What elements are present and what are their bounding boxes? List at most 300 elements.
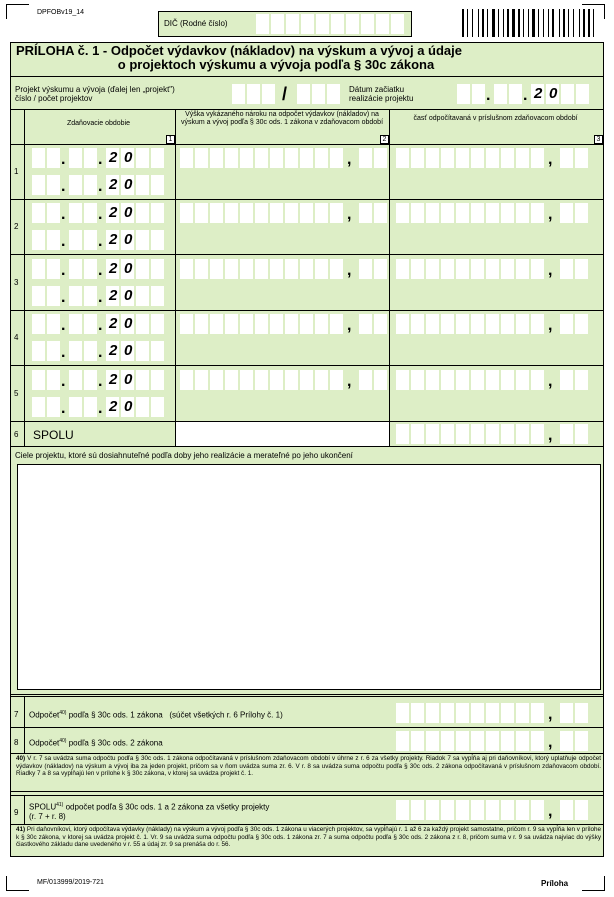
project-number-box[interactable] — [262, 84, 275, 104]
deducted-amount-digit-box[interactable] — [501, 203, 514, 223]
claim-amount-decimal-box[interactable] — [359, 203, 372, 223]
claim-amount-decimal-box[interactable] — [359, 148, 372, 168]
deducted-amount-digit-box[interactable] — [471, 314, 484, 334]
period-to-box[interactable] — [151, 286, 164, 306]
row9-amount-digit-box[interactable] — [396, 800, 409, 820]
row9-amount-digit-box[interactable] — [456, 800, 469, 820]
page-title — [16, 44, 576, 72]
row8-amount-digit-box[interactable] — [411, 731, 424, 751]
period-from-box[interactable] — [84, 314, 97, 334]
barcode-bar — [492, 9, 495, 37]
period-from-box[interactable] — [69, 370, 82, 390]
claim-amount-digit-box[interactable] — [300, 259, 313, 279]
claim-amount-digit-box[interactable] — [315, 314, 328, 334]
project-number-box[interactable] — [247, 84, 260, 104]
claim-amount-digit-box[interactable] — [255, 203, 268, 223]
deducted-amount-digit-box[interactable] — [486, 259, 499, 279]
deducted-amount-digit-box[interactable] — [426, 314, 439, 334]
project-count-box[interactable] — [297, 84, 310, 104]
row7-amount-digit-box[interactable] — [456, 703, 469, 723]
period-to-box[interactable] — [47, 286, 60, 306]
barcode-bar — [518, 9, 520, 37]
period-to-dot: . — [98, 178, 103, 195]
barcode-bar — [467, 9, 468, 37]
claim-amount-digit-box[interactable] — [210, 370, 223, 390]
deducted-amount-digit-box[interactable] — [396, 259, 409, 279]
row6-amount-digit-box[interactable] — [441, 424, 454, 444]
dic-digit-box[interactable] — [316, 14, 329, 34]
claim-amount-digit-box[interactable] — [195, 370, 208, 390]
claim-amount-decimal-box[interactable] — [374, 370, 387, 390]
project-date-box[interactable] — [472, 84, 485, 104]
claim-amount-digit-box[interactable] — [285, 259, 298, 279]
period-to-box[interactable] — [84, 397, 97, 417]
deducted-amount-decimal-box[interactable] — [575, 314, 588, 334]
row7-amount-digit-box[interactable] — [441, 703, 454, 723]
claim-amount-digit-box[interactable] — [285, 148, 298, 168]
deducted-amount-digit-box[interactable] — [501, 314, 514, 334]
claim-amount-digit-box[interactable] — [270, 314, 283, 334]
deducted-amount-digit-box[interactable] — [426, 148, 439, 168]
claim-amount-digit-box[interactable] — [270, 148, 283, 168]
claim-amount-digit-box[interactable] — [240, 370, 253, 390]
claim-amount-digit-box[interactable] — [180, 314, 193, 334]
project-count-box[interactable] — [327, 84, 340, 104]
claim-amount-digit-box[interactable] — [270, 203, 283, 223]
period-from-box[interactable] — [136, 203, 149, 223]
period-from-box[interactable] — [136, 148, 149, 168]
claim-amount-digit-box[interactable] — [330, 259, 343, 279]
claim-amount-digit-box[interactable] — [240, 148, 253, 168]
deducted-amount-digit-box[interactable] — [531, 148, 544, 168]
form-code: DPFOBv19_14 — [37, 9, 85, 16]
period-to-box[interactable] — [47, 397, 60, 417]
row7-amount-digit-box[interactable] — [486, 703, 499, 723]
period-to-box[interactable] — [151, 397, 164, 417]
period-to-dot: . — [61, 344, 66, 362]
claim-amount-decimal-box[interactable] — [359, 259, 372, 279]
row7-amount-decimal-box[interactable] — [560, 703, 573, 723]
project-date-box[interactable] — [457, 84, 470, 104]
row9-amount-digit-box[interactable] — [441, 800, 454, 820]
deducted-amount-digit-box[interactable] — [396, 148, 409, 168]
period-from-box[interactable] — [136, 314, 149, 334]
corner-mark-bottom-right — [582, 876, 605, 891]
period-from-box[interactable] — [151, 203, 164, 223]
row8-amount-digit-box[interactable] — [441, 731, 454, 751]
row7-amount-digit-box[interactable] — [471, 703, 484, 723]
period-from-box[interactable] — [151, 259, 164, 279]
claim-amount-digit-box[interactable] — [270, 370, 283, 390]
deducted-amount-digit-box[interactable] — [456, 203, 469, 223]
deducted-amount-digit-box[interactable] — [531, 314, 544, 334]
dic-digit-box[interactable] — [286, 14, 299, 34]
claim-amount-digit-box[interactable] — [210, 259, 223, 279]
row8-amount-digit-box[interactable] — [531, 731, 544, 751]
claim-amount-digit-box[interactable] — [195, 203, 208, 223]
footnote-40-text: V r. 7 sa uvádza suma odpočtu podľa § 30c ods. 1 zákona odpočítavaná v príslušnom zdaňovacom období v úhrne z r. 6 za všetky projekty. Riadok 7 sa vypĺňa aj pri daňovníkovi, ktorý uplatňuje odpočet výdavkov (nákladov) na výskum a vývoj iba za jeden projekt, pričom sa v ňom uvádza suma zr. 6. V r. 8 sa uvádza suma odpočtu podľa § 30c ods. 2 zákona odpočítavaná v príslušnom zdaňovacom období. Riadky 7 a 8 sa vypĺňajú len v prílohe k § 30c zákona, v ktorej sa uvádza projekt č. 1. — [16, 755, 602, 777]
period-from-box[interactable] — [47, 314, 60, 334]
barcode-bar — [563, 9, 565, 37]
period-to-box[interactable] — [69, 341, 82, 361]
claim-amount-digit-box[interactable] — [330, 370, 343, 390]
period-to-box[interactable] — [136, 397, 149, 417]
claim-amount-digit-box[interactable] — [180, 148, 193, 168]
claim-amount-digit-box[interactable] — [225, 370, 238, 390]
deducted-amount-digit-box[interactable] — [471, 148, 484, 168]
claim-amount-digit-box[interactable] — [195, 148, 208, 168]
period-to-dot: . — [98, 399, 103, 417]
deducted-amount-decimal-box[interactable] — [560, 203, 573, 223]
row7-amount-decimal-box[interactable] — [575, 703, 588, 723]
row8-amount-decimal-box[interactable] — [575, 731, 588, 751]
deducted-amount-digit-box[interactable] — [531, 203, 544, 223]
row6-amount-digit-box[interactable] — [531, 424, 544, 444]
col1-header: Zdaňovacie obdobie — [66, 120, 131, 127]
deducted-amount-digit-box[interactable] — [516, 259, 529, 279]
claim-amount-digit-box[interactable] — [255, 259, 268, 279]
period-from-box[interactable] — [151, 314, 164, 334]
deducted-amount-comma: , — [548, 372, 553, 390]
footer-label: Príloha — [541, 879, 569, 888]
row7-amount-digit-box[interactable] — [501, 703, 514, 723]
claim-amount-decimal-box[interactable] — [359, 370, 372, 390]
claim-amount-digit-box[interactable] — [195, 259, 208, 279]
row6-amount-digit-box[interactable] — [471, 424, 484, 444]
period-to-box[interactable] — [32, 230, 45, 250]
period-from-box[interactable] — [47, 203, 60, 223]
period-to-box[interactable] — [136, 341, 149, 361]
deducted-amount-digit-box[interactable] — [396, 370, 409, 390]
deducted-amount-digit-box[interactable] — [471, 370, 484, 390]
period-from-year-digit: 0 — [124, 370, 133, 388]
deducted-amount-digit-box[interactable] — [516, 314, 529, 334]
deducted-amount-digit-box[interactable] — [471, 259, 484, 279]
row9-label-rest: odpočet podľa § 30c ods. 1 a 2 zákona za všetky projekty — [65, 802, 270, 812]
period-from-box[interactable] — [32, 203, 45, 223]
dic-label: DIČ (Rodné číslo) — [164, 19, 228, 28]
row6-amount-digit-box[interactable] — [516, 424, 529, 444]
period-to-box[interactable] — [151, 175, 164, 195]
period-from-dot: . — [98, 151, 103, 168]
period-from-box[interactable] — [69, 203, 82, 223]
period-to-box[interactable] — [32, 175, 45, 195]
period-from-box[interactable] — [84, 370, 97, 390]
row7-amount-digit-box[interactable] — [531, 703, 544, 723]
dic-digit-box[interactable] — [301, 14, 314, 34]
project-number-box[interactable] — [232, 84, 245, 104]
claim-amount-digit-box[interactable] — [330, 203, 343, 223]
period-to-box[interactable] — [84, 175, 97, 195]
period-from-box[interactable] — [84, 203, 97, 223]
claim-amount-digit-box[interactable] — [225, 203, 238, 223]
deducted-amount-digit-box[interactable] — [426, 370, 439, 390]
claim-amount-digit-box[interactable] — [180, 370, 193, 390]
row9-amount-digit-box[interactable] — [516, 800, 529, 820]
period-to-box[interactable] — [69, 230, 82, 250]
row7-amount-digit-box[interactable] — [516, 703, 529, 723]
row6-amount-digit-box[interactable] — [411, 424, 424, 444]
deducted-amount-digit-box[interactable] — [501, 259, 514, 279]
row7-label — [29, 709, 283, 720]
claim-amount-digit-box[interactable] — [180, 203, 193, 223]
row-divider — [10, 254, 604, 255]
row7-amount-digit-box[interactable] — [411, 703, 424, 723]
period-to-box[interactable] — [69, 397, 82, 417]
row6-amount-digit-box[interactable] — [501, 424, 514, 444]
row8-amount-digit-box[interactable] — [471, 731, 484, 751]
period-from-box[interactable] — [151, 370, 164, 390]
claim-amount-digit-box[interactable] — [300, 203, 313, 223]
deducted-amount-digit-box[interactable] — [471, 203, 484, 223]
row8-amount-digit-box[interactable] — [456, 731, 469, 751]
period-to-year-digit: 0 — [124, 176, 133, 193]
row8-amount-decimal-box[interactable] — [560, 731, 573, 751]
deducted-amount-digit-box[interactable] — [501, 370, 514, 390]
project-date-box[interactable] — [561, 84, 574, 104]
period-from-box[interactable] — [69, 259, 82, 279]
deducted-amount-decimal-box[interactable] — [575, 203, 588, 223]
row9-amount-decimal-box[interactable] — [575, 800, 588, 820]
claim-amount-digit-box[interactable] — [210, 148, 223, 168]
row9-amount-digit-box[interactable] — [486, 800, 499, 820]
claim-amount-digit-box[interactable] — [210, 314, 223, 334]
row-number: 1 — [14, 167, 19, 176]
claim-amount-digit-box[interactable] — [180, 259, 193, 279]
claim-amount-digit-box[interactable] — [285, 370, 298, 390]
period-to-box[interactable] — [69, 175, 82, 195]
period-to-box[interactable] — [47, 175, 60, 195]
dic-digit-box[interactable] — [361, 14, 374, 34]
deducted-amount-digit-box[interactable] — [486, 148, 499, 168]
period-from-box[interactable] — [47, 370, 60, 390]
row8-amount-digit-box[interactable] — [396, 731, 409, 751]
claim-amount-digit-box[interactable] — [315, 259, 328, 279]
project-date-box[interactable] — [576, 84, 589, 104]
row6-amount-digit-box[interactable] — [456, 424, 469, 444]
claim-amount-digit-box[interactable] — [285, 203, 298, 223]
period-to-year-digit: 2 — [109, 286, 118, 304]
barcode-bar — [512, 9, 515, 37]
claim-amount-digit-box[interactable] — [240, 314, 253, 334]
claim-amount-digit-box[interactable] — [285, 314, 298, 334]
deducted-amount-digit-box[interactable] — [441, 370, 454, 390]
row6-amount-digit-box[interactable] — [486, 424, 499, 444]
deducted-amount-digit-box[interactable] — [411, 203, 424, 223]
dic-digit-box[interactable] — [331, 14, 344, 34]
claim-amount-digit-box[interactable] — [300, 148, 313, 168]
period-to-box[interactable] — [69, 286, 82, 306]
period-to-box[interactable] — [32, 286, 45, 306]
row8-amount-digit-box[interactable] — [501, 731, 514, 751]
claim-amount-digit-box[interactable] — [240, 259, 253, 279]
row-number: 8 — [14, 738, 19, 747]
period-to-box[interactable] — [84, 286, 97, 306]
period-from-year-digit: 2 — [109, 315, 118, 333]
deducted-amount-digit-box[interactable] — [411, 148, 424, 168]
deducted-amount-decimal-box[interactable] — [560, 370, 573, 390]
claim-amount-digit-box[interactable] — [255, 314, 268, 334]
period-from-dot: . — [61, 372, 66, 390]
deducted-amount-digit-box[interactable] — [456, 314, 469, 334]
period-to-box[interactable] — [32, 397, 45, 417]
project-count-box[interactable] — [312, 84, 325, 104]
deducted-amount-digit-box[interactable] — [396, 203, 409, 223]
goals-textarea[interactable] — [17, 464, 601, 690]
deducted-amount-digit-box[interactable] — [516, 148, 529, 168]
deducted-amount-digit-box[interactable] — [531, 259, 544, 279]
period-from-box[interactable] — [47, 259, 60, 279]
claim-amount-digit-box[interactable] — [330, 148, 343, 168]
period-to-box[interactable] — [151, 230, 164, 250]
barcode-bar — [552, 9, 554, 37]
period-from-box[interactable] — [47, 148, 60, 168]
deducted-amount-digit-box[interactable] — [441, 259, 454, 279]
deducted-amount-digit-box[interactable] — [486, 203, 499, 223]
barcode-bar — [543, 9, 544, 37]
deducted-amount-digit-box[interactable] — [441, 203, 454, 223]
row9-amount-digit-box[interactable] — [411, 800, 424, 820]
claim-amount-digit-box[interactable] — [315, 370, 328, 390]
row9-amount-digit-box[interactable] — [531, 800, 544, 820]
row6-amount-digit-box[interactable] — [396, 424, 409, 444]
row9-amount-digit-box[interactable] — [501, 800, 514, 820]
period-from-box[interactable] — [69, 148, 82, 168]
claim-amount-digit-box[interactable] — [255, 370, 268, 390]
claim-amount-digit-box[interactable] — [225, 259, 238, 279]
period-to-box[interactable] — [84, 230, 97, 250]
claim-amount-digit-box[interactable] — [330, 314, 343, 334]
dic-digit-box[interactable] — [256, 14, 269, 34]
col3-number: 3 — [594, 135, 603, 144]
deducted-amount-digit-box[interactable] — [531, 370, 544, 390]
claim-amount-digit-box[interactable] — [210, 203, 223, 223]
dic-digit-box[interactable] — [346, 14, 359, 34]
claim-amount-digit-box[interactable] — [300, 314, 313, 334]
period-to-box[interactable] — [136, 175, 149, 195]
row6-amount-decimal-box[interactable] — [560, 424, 573, 444]
period-from-year-digit: 0 — [124, 204, 133, 222]
barcode-bar — [482, 9, 484, 37]
corner-mark-top-left — [6, 4, 29, 19]
deducted-amount-digit-box[interactable] — [426, 203, 439, 223]
deducted-amount-digit-box[interactable] — [441, 148, 454, 168]
deducted-amount-digit-box[interactable] — [456, 259, 469, 279]
project-date-box[interactable] — [494, 84, 507, 104]
row7-amount-digit-box[interactable] — [426, 703, 439, 723]
row7-sup: 40) — [59, 710, 67, 716]
period-from-box[interactable] — [136, 370, 149, 390]
claim-amount-digit-box[interactable] — [270, 259, 283, 279]
period-from-box[interactable] — [136, 259, 149, 279]
row8-amount-digit-box[interactable] — [486, 731, 499, 751]
row8-label — [29, 737, 163, 748]
row-number: 2 — [14, 222, 19, 232]
claim-amount-decimal-box[interactable] — [359, 314, 372, 334]
dic-digit-box[interactable] — [376, 14, 389, 34]
deducted-amount-digit-box[interactable] — [516, 370, 529, 390]
period-from-box[interactable] — [32, 148, 45, 168]
row8-amount-digit-box[interactable] — [426, 731, 439, 751]
period-to-box[interactable] — [47, 341, 60, 361]
claim-amount-decimal-box[interactable] — [374, 314, 387, 334]
claim-amount-digit-box[interactable] — [195, 314, 208, 334]
period-to-box[interactable] — [136, 286, 149, 306]
deducted-amount-digit-box[interactable] — [456, 370, 469, 390]
claim-amount-digit-box[interactable] — [240, 203, 253, 223]
deducted-amount-decimal-box[interactable] — [575, 259, 588, 279]
title-line-2: o projektoch výskumu a vývoja podľa § 30c zákona — [117, 57, 435, 72]
deducted-amount-decimal-box[interactable] — [575, 370, 588, 390]
claim-amount-decimal-box[interactable] — [374, 203, 387, 223]
claim-amount-digit-box[interactable] — [300, 370, 313, 390]
footnote-40-mark: 40) — [16, 755, 26, 762]
deducted-amount-digit-box[interactable] — [486, 370, 499, 390]
period-from-box[interactable] — [84, 148, 97, 168]
row9-amount-digit-box[interactable] — [426, 800, 439, 820]
row9-amount-digit-box[interactable] — [471, 800, 484, 820]
row6-amount-decimal-box[interactable] — [575, 424, 588, 444]
claim-amount-digit-box[interactable] — [225, 148, 238, 168]
deducted-amount-digit-box[interactable] — [411, 259, 424, 279]
period-to-box[interactable] — [32, 341, 45, 361]
period-from-box[interactable] — [32, 314, 45, 334]
row7-label-text: Odpočet — [29, 710, 60, 720]
deducted-amount-digit-box[interactable] — [426, 259, 439, 279]
deducted-amount-digit-box[interactable] — [411, 370, 424, 390]
dic-digit-box[interactable] — [271, 14, 284, 34]
col2-header: Výška vykázaného nároku na odpočet výdavkov (nákladov) na výskum a vývoj podľa § 30c ods. 1 zákona v zdaňovacom období — [180, 111, 384, 126]
deducted-amount-digit-box[interactable] — [456, 148, 469, 168]
period-from-box[interactable] — [151, 148, 164, 168]
row6-label: SPOLU — [33, 428, 74, 442]
claim-amount-digit-box[interactable] — [315, 148, 328, 168]
dic-digit-box[interactable] — [391, 14, 404, 34]
deducted-amount-decimal-box[interactable] — [560, 259, 573, 279]
period-to-dot: . — [61, 288, 66, 306]
row6-amount-digit-box[interactable] — [426, 424, 439, 444]
period-from-box[interactable] — [69, 314, 82, 334]
period-to-box[interactable] — [47, 230, 60, 250]
project-date-box[interactable] — [509, 84, 522, 104]
deducted-amount-digit-box[interactable] — [396, 314, 409, 334]
period-to-box[interactable] — [136, 230, 149, 250]
deducted-amount-digit-box[interactable] — [441, 314, 454, 334]
period-from-box[interactable] — [32, 370, 45, 390]
deducted-amount-digit-box[interactable] — [411, 314, 424, 334]
deducted-amount-digit-box[interactable] — [516, 203, 529, 223]
deducted-amount-decimal-box[interactable] — [575, 148, 588, 168]
deducted-amount-digit-box[interactable] — [486, 314, 499, 334]
deducted-amount-digit-box[interactable] — [501, 148, 514, 168]
claim-amount-digit-box[interactable] — [255, 148, 268, 168]
row9-amount-comma: , — [548, 803, 553, 820]
deducted-amount-decimal-box[interactable] — [560, 148, 573, 168]
period-from-box[interactable] — [32, 259, 45, 279]
period-from-box[interactable] — [84, 259, 97, 279]
period-to-box[interactable] — [84, 341, 97, 361]
row7-amount-digit-box[interactable] — [396, 703, 409, 723]
claim-amount-decimal-box[interactable] — [374, 148, 387, 168]
deducted-amount-decimal-box[interactable] — [560, 314, 573, 334]
row8-amount-digit-box[interactable] — [516, 731, 529, 751]
goals-label: Ciele projektu, ktoré sú dosiahnuteľné podľa doby jeho realizácie a merateľné po jeho ukončení — [15, 451, 353, 460]
claim-amount-digit-box[interactable] — [225, 314, 238, 334]
claim-amount-decimal-box[interactable] — [374, 259, 387, 279]
claim-amount-digit-box[interactable] — [315, 203, 328, 223]
period-to-box[interactable] — [151, 341, 164, 361]
row9-amount-decimal-box[interactable] — [560, 800, 573, 820]
